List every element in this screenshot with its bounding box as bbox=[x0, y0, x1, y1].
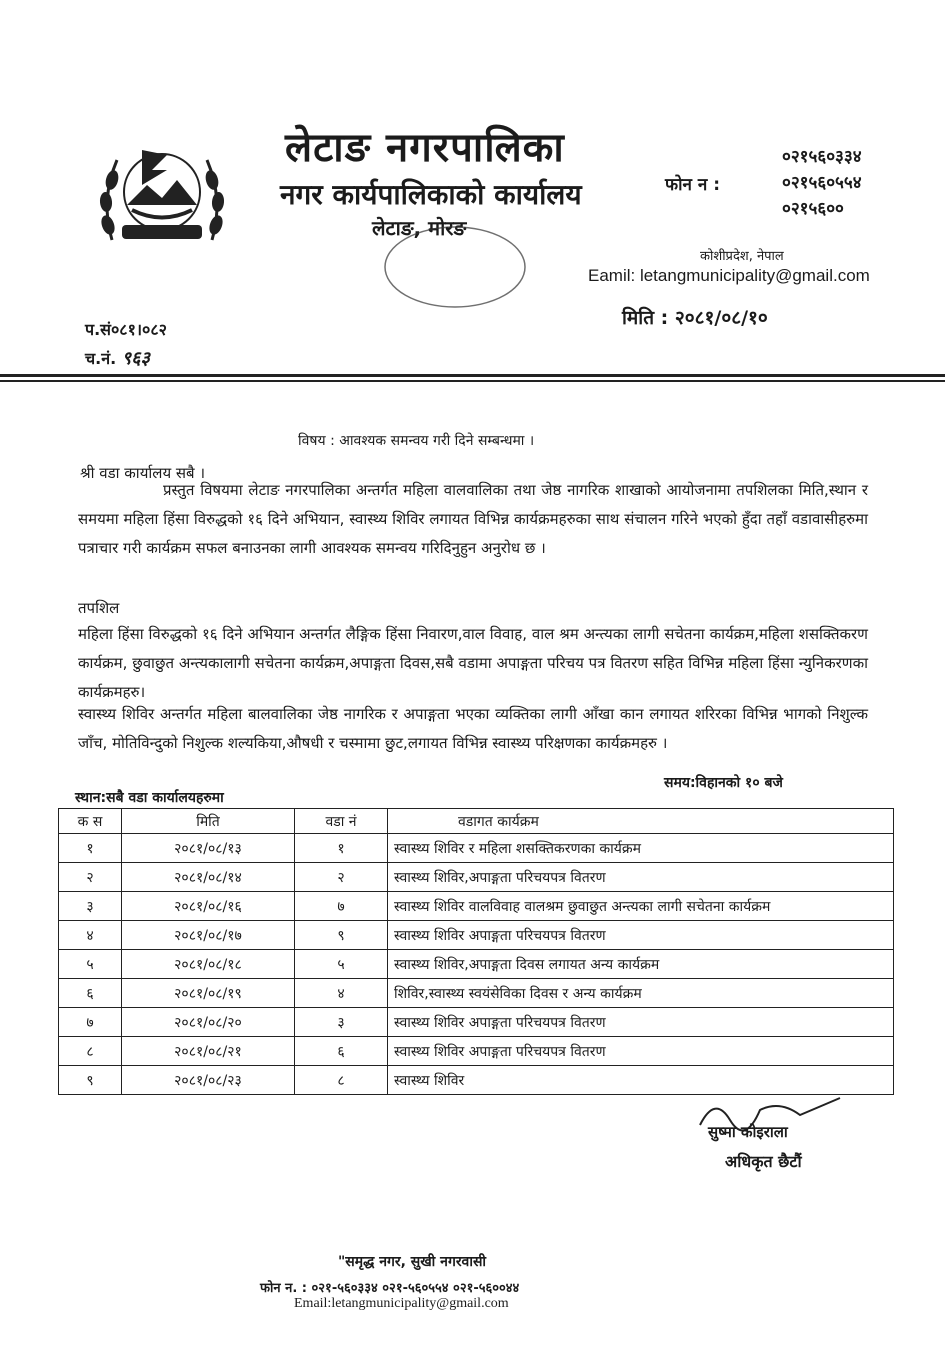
signer-title: अधिकृत छैटौं bbox=[725, 1152, 802, 1171]
cell-sn: ५ bbox=[59, 950, 122, 979]
cell-ward: ९ bbox=[295, 921, 388, 950]
addressee: श्री वडा कार्यालय सबै । bbox=[80, 464, 206, 482]
cell-program: स्वास्थ्य शिविर,अपाङ्गता दिवस लगायत अन्य कार्यक्रम bbox=[388, 950, 894, 979]
table-row bbox=[59, 834, 894, 863]
cell-date: २०८१/०८/२३ bbox=[122, 1066, 295, 1095]
event-time: समय:विहानको १० बजे bbox=[664, 775, 783, 791]
body-paragraph: प्रस्तुत विषयमा लेटाङ नगरपालिका अन्तर्गत महिला वालवालिका तथा जेष्ठ नागरिक शाखाको आयोजनामा तपशिलका मिति,स्थान र समयमा महिला हिंसा विरुद्धको १६ दिने अभियान, स्वास्थ्य शिविर लगायत विभिन्न कार्यक्रमहरुका साथ संचालन गरिने भएको हुँदा तहाँ वडावासीहरुमा पत्राचार गरी कार्यक्रम सफल बनाउनका लागी आवश्यक समन्वय गरिदिनुहुन अनुरोध छ । bbox=[78, 481, 868, 557]
office-place: लेटाङ, मोरङ bbox=[372, 216, 467, 240]
table-row bbox=[59, 950, 894, 979]
cell-ward: ५ bbox=[295, 950, 388, 979]
footer-email: Email:letangmunicipality@gmail.com bbox=[294, 1296, 509, 1311]
cell-program: शिविर,स्वास्थ्य स्वयंसेविका दिवस र अन्य कार्यक्रम bbox=[388, 979, 894, 1008]
header-sn: क स bbox=[59, 809, 122, 834]
cell-ward: ३ bbox=[295, 1008, 388, 1037]
event-venue: स्थान:सबै वडा कार्यालयहरुमा bbox=[75, 790, 224, 806]
cell-sn: ८ bbox=[59, 1037, 122, 1066]
cell-date: २०८१/०८/२१ bbox=[122, 1037, 295, 1066]
cell-date: २०८१/०८/१८ bbox=[122, 950, 295, 979]
dispatch-value: ९६३ bbox=[121, 348, 150, 369]
cell-date: २०८१/०८/१९ bbox=[122, 979, 295, 1008]
cell-date: २०८१/०८/२० bbox=[122, 1008, 295, 1037]
body-paragraph: स्वास्थ्य शिविर अन्तर्गत महिला बालवालिका जेष्ठ नागरिक र अपाङ्गता भएका व्यक्तिका लागी आँखा कान लगायत शरिरका विभिन्न भागको निशुल्क जाँच, मोतिविन्दुको निशुल्क शल्यकिया,औषधी र चस्मामा छुट,लगायत विभिन्न स्वास्थ्य परिक्षणका कार्यक्रमहरु । bbox=[78, 705, 869, 752]
cell-ward: २ bbox=[295, 863, 388, 892]
phone-number: ०२१५६०० bbox=[782, 199, 844, 219]
header-date: मिति bbox=[122, 809, 295, 834]
letter-subject: विषय : आवश्यक समन्वय गरी दिने सम्बन्धमा । bbox=[298, 433, 535, 449]
footer-slogan: "समृद्ध नगर, सुखी नगरवासी bbox=[338, 1254, 487, 1270]
nepal-emblem-icon bbox=[92, 130, 232, 260]
cell-sn: ९ bbox=[59, 1066, 122, 1095]
cell-sn: १ bbox=[59, 834, 122, 863]
table-row bbox=[59, 892, 894, 921]
cell-date: २०८१/०८/१३ bbox=[122, 834, 295, 863]
dispatch-number bbox=[85, 346, 150, 370]
cell-ward: ८ bbox=[295, 1066, 388, 1095]
program-table bbox=[58, 808, 894, 1095]
province: कोशीप्रदेश, नेपाल bbox=[700, 249, 784, 264]
phone-label: फोन न : bbox=[665, 175, 721, 195]
cell-date: २०८१/०८/१६ bbox=[122, 892, 295, 921]
header-ward: वडा नं bbox=[295, 809, 388, 834]
phone-number: ०२१५६०५५४ bbox=[782, 173, 862, 193]
cell-sn: २ bbox=[59, 863, 122, 892]
office-stamp-icon bbox=[380, 222, 530, 312]
phone-number: ०२१५६०३३४ bbox=[782, 147, 862, 167]
office-name: नगर कार्यपालिकाको कार्यालय bbox=[280, 178, 582, 211]
table-row bbox=[59, 921, 894, 950]
letterhead-email: Eamil: letangmunicipality@gmail.com bbox=[588, 266, 870, 285]
footer-phones: फोन न. : ०२१-५६०३३४ ०२१-५६०५५४ ०२१-५६००४४ bbox=[260, 1281, 520, 1296]
signer-name: सुष्मा कोइराला bbox=[708, 1123, 788, 1141]
table-row bbox=[59, 863, 894, 892]
body-paragraph: महिला हिंसा विरुद्धको १६ दिने अभियान अन्तर्गत लैङ्गिक हिंसा निवारण,वाल विवाह, वाल श्रम अन्त्यका लागी सचेतना कार्यक्रम,महिला शसक्तिकरण कार्यक्रम, छुवाछुत अन्त्यकालागी सचेतना कार्यक्रम,अपाङ्गता दिवस,सबै वडामा अपाङ्गता परिचय पत्र वितरण सहित विभिन्न महिला हिंसा न्युनिकरणका कार्यक्रमहरु। bbox=[78, 625, 868, 701]
cell-date: २०८१/०८/१७ bbox=[122, 921, 295, 950]
table-row bbox=[59, 1037, 894, 1066]
details-heading: तपशिल bbox=[78, 599, 120, 617]
org-name: लेटाङ नगरपालिका bbox=[285, 125, 565, 171]
cell-program: स्वास्थ्य शिविर वालविवाह वालश्रम छुवाछुत अन्त्यका लागी सचेतना कार्यक्रम bbox=[388, 892, 894, 921]
cell-ward: १ bbox=[295, 834, 388, 863]
cell-sn: ६ bbox=[59, 979, 122, 1008]
cell-program: स्वास्थ्य शिविर,अपाङ्गता परिचयपत्र वितरण bbox=[388, 863, 894, 892]
letter-date: मिति : २०८१/०८/१० bbox=[622, 307, 768, 329]
header-divider bbox=[0, 374, 945, 377]
cell-ward: ७ bbox=[295, 892, 388, 921]
cell-program: स्वास्थ्य शिविर अपाङ्गता परिचयपत्र वितरण bbox=[388, 1037, 894, 1066]
header-divider bbox=[0, 380, 945, 382]
cell-sn: ४ bbox=[59, 921, 122, 950]
reference-number: प.सं०८१।०८२ bbox=[85, 320, 167, 339]
cell-program: स्वास्थ्य शिविर अपाङ्गता परिचयपत्र वितरण bbox=[388, 1008, 894, 1037]
cell-sn: ७ bbox=[59, 1008, 122, 1037]
cell-date: २०८१/०८/१४ bbox=[122, 863, 295, 892]
cell-program: स्वास्थ्य शिविर र महिला शसक्तिकरणका कार्यक्रम bbox=[388, 834, 894, 863]
cell-program: स्वास्थ्य शिविर अपाङ्गता परिचयपत्र वितरण bbox=[388, 921, 894, 950]
table-row bbox=[59, 979, 894, 1008]
table-row bbox=[59, 1008, 894, 1037]
cell-ward: ६ bbox=[295, 1037, 388, 1066]
cell-ward: ४ bbox=[295, 979, 388, 1008]
phone-list bbox=[782, 144, 862, 222]
cell-sn: ३ bbox=[59, 892, 122, 921]
cell-program: स्वास्थ्य शिविर bbox=[388, 1066, 894, 1095]
header-program: वडागत कार्यक्रम bbox=[388, 809, 894, 834]
table-header-row bbox=[59, 809, 894, 834]
dispatch-label: च.नं. bbox=[85, 349, 117, 368]
